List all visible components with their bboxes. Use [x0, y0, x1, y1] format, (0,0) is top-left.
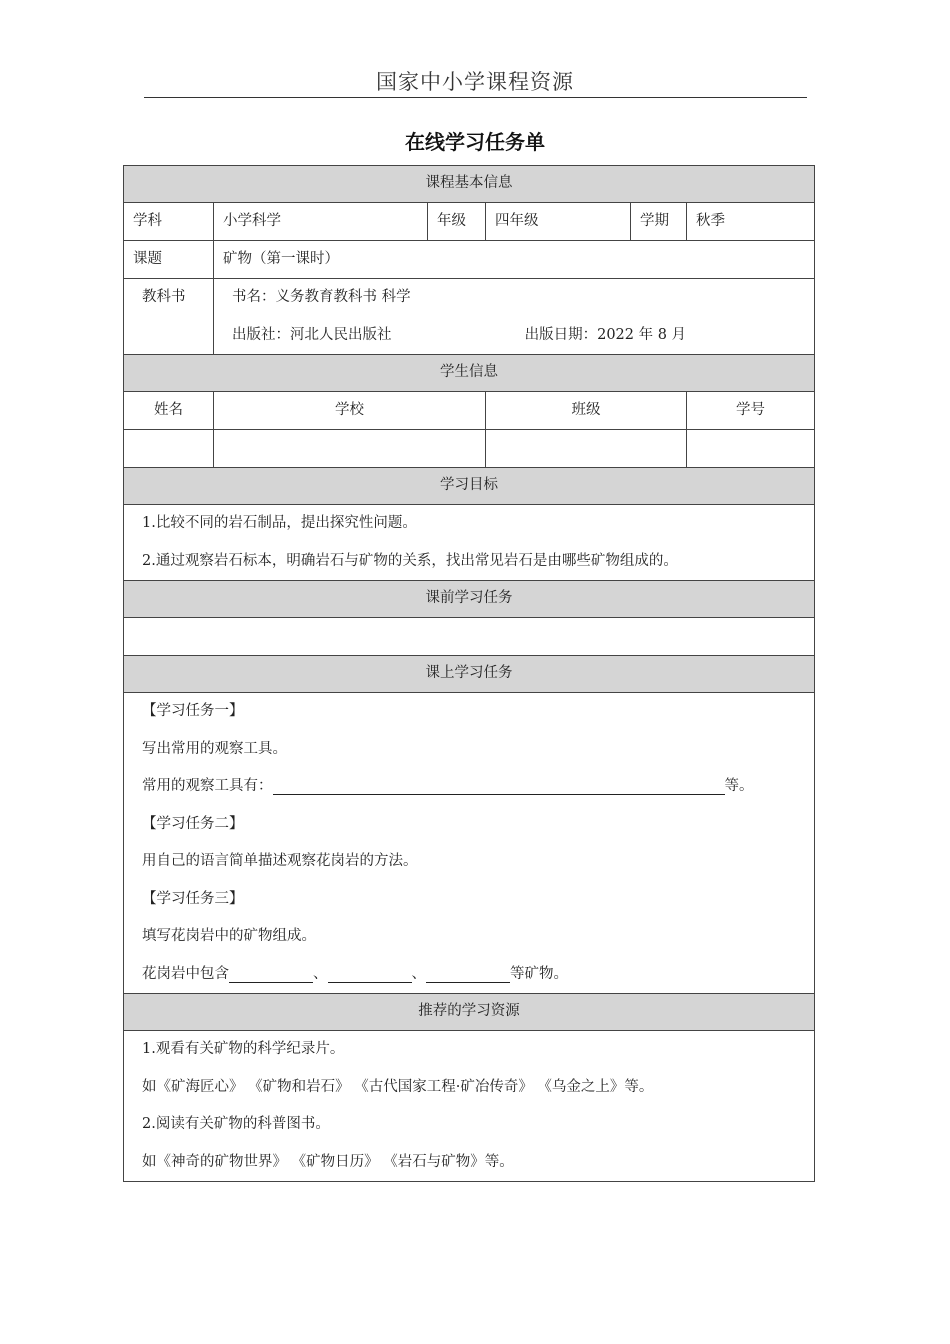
mineral-blank-2[interactable]	[328, 966, 412, 983]
task2-text: 用自己的语言简单描述观察花岗岩的方法。	[142, 853, 418, 870]
section-title: 课前学习任务	[124, 581, 815, 618]
section-title: 课上学习任务	[124, 656, 815, 693]
term-label: 学期	[631, 203, 687, 241]
resource-item: 2.阅读有关矿物的科普图书。	[142, 1116, 330, 1133]
resources-row	[124, 1031, 815, 1182]
resource-item: 如《矿海匠心》 《矿物和岩石》 《古代国家工程·矿冶传奇》 《乌金之上》等。	[142, 1078, 654, 1095]
section-header-student-info	[124, 355, 815, 392]
section-title: 学习目标	[124, 468, 815, 505]
section-header-resources	[124, 994, 815, 1031]
class-field[interactable]	[486, 430, 687, 468]
term-value: 秋季	[687, 203, 815, 241]
name-field[interactable]	[124, 430, 214, 468]
pre-class-content-row	[124, 618, 815, 656]
section-title: 学生信息	[124, 355, 815, 392]
publisher: 出版社：河北人民出版社	[232, 326, 392, 343]
task3-fill-line	[133, 956, 805, 994]
grade-value: 四年级	[486, 203, 631, 241]
goal-item: 2.通过观察岩石标本，明确岩石与矿物的关系，找出常见岩石是由哪些矿物组成的。	[142, 552, 678, 569]
student-entry-row	[124, 430, 815, 468]
task3-title: 【学习任务三】	[142, 890, 244, 907]
subject-value: 小学科学	[214, 203, 428, 241]
grade-label: 年级	[428, 203, 486, 241]
goals-row	[124, 505, 815, 581]
student-header-row	[124, 392, 815, 430]
task3-separator: 、	[411, 965, 426, 982]
site-header-title: 国家中小学课程资源	[376, 70, 574, 94]
task-sheet-table	[123, 165, 815, 1182]
section-header-course-info	[124, 166, 815, 203]
task3-fill-suffix: 等矿物。	[510, 965, 568, 982]
task2-title: 【学习任务二】	[142, 815, 244, 832]
topic-value: 矿物（第一课时）	[214, 241, 815, 279]
student-id-field[interactable]	[687, 430, 815, 468]
task1-fill-line	[133, 768, 805, 806]
publisher-line	[223, 317, 805, 355]
task3-fill-prefix: 花岗岩中包含	[142, 965, 229, 982]
topic-row	[124, 241, 815, 279]
school-field[interactable]	[214, 430, 486, 468]
task3-text: 填写花岗岩中的矿物组成。	[142, 928, 316, 945]
school-column-header: 学校	[214, 392, 486, 430]
section-header-in-class	[124, 656, 815, 693]
resource-item: 1.观看有关矿物的科学纪录片。	[142, 1041, 345, 1058]
task1-text: 写出常用的观察工具。	[142, 740, 287, 757]
section-title: 课程基本信息	[124, 166, 815, 203]
document-title: 在线学习任务单	[405, 130, 545, 154]
task1-fill-suffix: 等。	[724, 778, 754, 795]
mineral-blank-1[interactable]	[229, 966, 313, 983]
student-id-column-header: 学号	[687, 392, 815, 430]
textbook-row	[124, 279, 815, 355]
observation-tools-blank[interactable]	[273, 778, 725, 795]
resource-item: 如《神奇的矿物世界》 《矿物日历》 《岩石与矿物》等。	[142, 1153, 514, 1170]
publish-date: 出版日期：2022 年 8 月	[524, 326, 687, 343]
task1-fill-prefix: 常用的观察工具有：	[142, 778, 273, 795]
subject-label: 学科	[124, 203, 214, 241]
goal-item: 1.比较不同的岩石制品，提出探究性问题。	[142, 515, 417, 532]
mineral-blank-3[interactable]	[426, 966, 510, 983]
book-name: 书名：义务教育教科书 科学	[232, 289, 411, 306]
name-column-header: 姓名	[124, 392, 214, 430]
subject-row	[124, 203, 815, 241]
task1-title: 【学习任务一】	[142, 703, 244, 720]
pre-class-content	[124, 618, 815, 656]
class-column-header: 班级	[486, 392, 687, 430]
in-class-row	[124, 693, 815, 994]
task3-separator: 、	[313, 965, 328, 982]
section-header-pre-class	[124, 581, 815, 618]
section-title: 推荐的学习资源	[124, 994, 815, 1031]
header-divider	[144, 97, 807, 98]
topic-label: 课题	[124, 241, 214, 279]
textbook-label: 教科书	[142, 289, 186, 306]
section-header-goals	[124, 468, 815, 505]
